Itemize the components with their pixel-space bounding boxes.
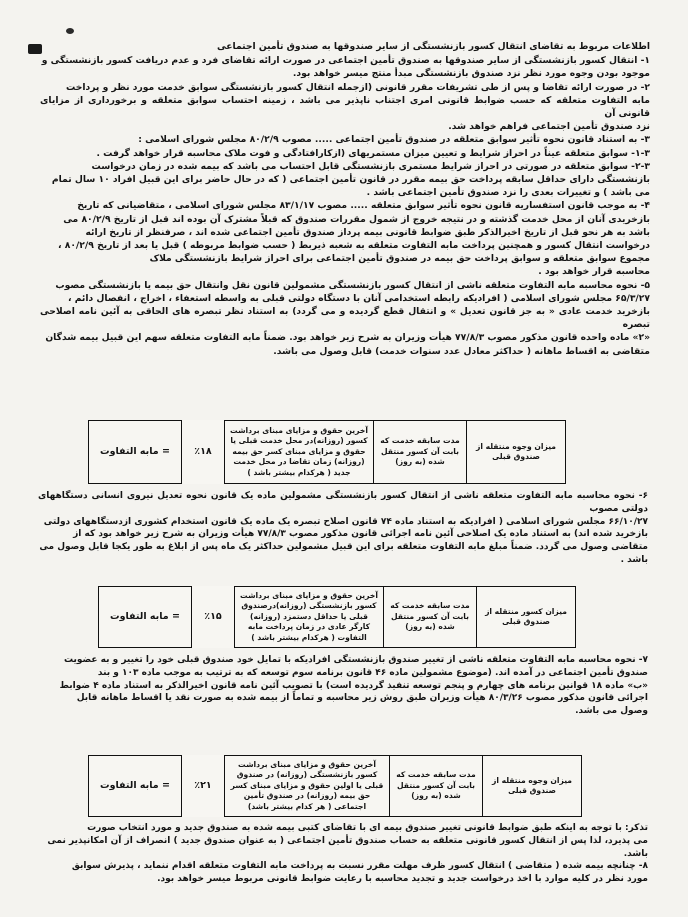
table3-col-salary-basis: آخرین حقوق و مزایای مبنای برداشت کسور بازنشستگی (روزانه) در صندوق قبلی یا اولین حقوق و مزایای مبنای کسر حق بیمه (روزانه) در صندوق تأمین اجتماعی ( هر کدام بیشتر باشد) <box>225 756 390 817</box>
table3-col-service-days: مدت سابقه خدمت که بابت آن کسور منتقل شده (به روز) <box>390 756 483 817</box>
intro-line: ۱-۳- سوابق متعلقه عیناً در احراز شرایط و تعیین میزان مستمریهای (ازکارافتادگی و فوت ملاک محاسبه قرار خواهد گرفت . <box>96 147 650 159</box>
table2-col-previous-fund: میزان کسور منتقله از صندوق قبلی <box>477 587 576 648</box>
section6-line: متقاضی وصول می گردد. ضمناً مبلغ مابه التفاوت متعلقه برای این قبیل مشمولین حداکثر یک ماه پس از ابلاغ به طور یکجا قابل وصول می <box>39 542 648 553</box>
note-section <box>38 822 648 886</box>
section7-line: وصول می باشد. <box>575 706 648 717</box>
calc-table-1 <box>88 420 566 484</box>
note-line: باشد. <box>623 848 648 859</box>
table2-result: = مابه التفاوت <box>99 587 192 648</box>
table1-percent: ٪۱۸ <box>182 421 225 484</box>
section6-line: ۶۶/۱۰/۲۷ مجلس شورای اسلامی ( افرادیکه به استناد ماده ۷۴ قانون اصلاح تبصره یک ماده یک قانون استخدام کشوری ازدستگاههای دولتی <box>43 516 648 527</box>
section7-line: ۷- نحوه محاسبه مابه التفاوت متعلقه ناشی از تغییر صندوق بازنشستگی افرادیکه با تمایل خود صندوق قبلی خود را تغییر و به عضویت <box>63 655 648 665</box>
intro-line: می باشد ) و تغییرات بعدی را نزد صندوق تأمین اجتماعی باشد . <box>366 187 650 199</box>
intro-line: نزد صندوق تأمین اجتماعی فراهم خواهد شد. <box>448 121 650 133</box>
intro-line: ۵- نحوه محاسبه مابه التفاوت متعلقه ناشی از انتقال کسور بازنشستگی مشمولین قانون نقل وانتقال حق بیمه یا بازنشستگی مصوب <box>55 279 650 291</box>
table2-col-service-days: مدت سابقه خدمت که بابت آن کسور منتقل شده (به روز) <box>384 587 477 648</box>
intro-line: مجموع سوابق متعلقه و سوابق پرداخت حق بیمه در صندوق تأمین اجتماعی برای احراز شرایط بازنشستگی ملاک <box>149 253 650 265</box>
section6-line: باشد . <box>620 554 648 565</box>
intro-section <box>40 40 650 358</box>
note-line: مورد نظر در کلیه موارد با اخذ درخواست جدید و تجدید محاسبه با رعایت ضوابط قانونی مربوط میسر خواهد بود. <box>157 874 648 885</box>
intro-line: باشد به هر نحو قبل از تاریخ اخیرالذکر طبق ضوابط قانونی بیمه پرداز صندوق تأمین اجتماعی شده اند ، صرفنظر از تاریخ ارائه <box>85 226 650 238</box>
table1-col-service-days: مدت سابقه خدمت که بابت آن کسور منتقل شده (به روز) <box>374 421 467 484</box>
calc-table-3 <box>88 755 582 817</box>
intro-line: بازخرید خدمت عادی « به جز قانون تعدیل » و انتقال قطع گردیده و می گردد) به استناد نظر تبصره های الحاقی به آئین نامه اصلاحی تبصره <box>40 306 650 331</box>
intro-line: بازخریدی آنان از محل خدمت گذشته و در نتیجه خروج از شمول مقررات صندوق که قبلاً مشترک آن بوده اند قبل از تاریخ ۸۰/۲/۹ می <box>63 213 650 225</box>
intro-line: بازنشستگی دارای حداقل سابقه پرداخت حق بیمه مقرر در قانون تأمین اجتماعی ( که در حال حاضر برای این قبیل افراد ۱۰ سال تمام <box>51 174 650 186</box>
section6-line: ۶- نحوه محاسبه مابه التفاوت متعلقه ناشی از انتقال کسور بازنشستگی مشمولین ماده یک قانون نحوه تعدیل نیروی انسانی دستگاههای دولتی مصوب <box>38 491 648 514</box>
document-title: اطلاعات مربوط به تقاضای انتقال کسور بازنشستگی از سایر صندوقها به صندوق تأمین اجتماعی <box>216 41 650 52</box>
table2-percent: ٪۱۵ <box>192 587 235 648</box>
pin-mark <box>66 28 74 34</box>
note-line: می پذیرد، لذا پس از انتقال کسور قانونی متعلقه به حساب صندوق تأمین اجتماعی ( به عنوان صندوق جدید ) انصراف از آن امکانپذیر نمی <box>47 835 648 846</box>
table1-col-previous-fund: میزان وجوه منتقله از صندوق قبلی <box>467 421 566 484</box>
section6-line: بازخرید شده اند) به استناد ماده یک اصلاحی آئین نامه اجرائی قانون مذکور مصوب ۷۷/۸/۳ هیأت وزیران به شرح زیر خواهد بود که از <box>73 529 648 540</box>
intro-line: مابه التفاوت متعلقه که حسب ضوابط قانونی امری اجتناب ناپذیر می باشد ، زمینه احتساب سوابق متعلقه و برخورداری از مزایای قانونی آن <box>40 94 650 120</box>
section-7 <box>38 654 648 718</box>
note-line: تذکر: با توجه به اینکه طبق ضوابط قانونی تغییر صندوق بیمه ای با تقاضای کتبی بیمه شده به صندوق جدید و مورد انتخاب صورت <box>87 823 648 833</box>
intro-line: ۳- به استناد قانون نحوه تأثیر سوابق متعلقه در صندوق تأمین اجتماعی ..... مصوب ۸۰/۲/۹ مجلس شورای اسلامی : <box>138 134 650 146</box>
intro-line: «۲» ماده واحده قانون مذکور مصوب ۷۷/۸/۳ هیأت وزیران به شرح زیر خواهد بود. ضمناً مابه التفاوت متعلقه سهم این قبیل بیمه شدگان <box>45 332 650 344</box>
intro-line: محاسبه قرار خواهد بود . <box>538 266 650 278</box>
section7-line: اجرائی قانون مذکور مصوب ۸۰/۳/۲۶ هیأت وزیران طبق روش زیر محاسبه و تماماً از بیمه شده به صورت نقد یا اقساط ماهانه قابل <box>76 693 648 704</box>
section-6 <box>38 490 648 567</box>
table3-col-previous-fund: میزان وجوه منتقله از صندوق قبلی <box>483 756 582 817</box>
section7-line: «ب» ماده ۱۸ قوانین برنامه های چهارم و پنجم توسعه تنفیذ گردیده است) با تصویب آئین نامه قانون اخیرالذکر به استناد ماده ۴ ضوابط <box>59 680 648 691</box>
intro-line: ۴- به موجب قانون استفساریه قانون نحوه تأثیر سوابق متعلقه ..... مصوب ۸۳/۱/۱۷ مجلس شورای اسلامی ، متقاضیانی که تاریخ <box>77 200 650 212</box>
intro-line: موجود بودن وجوه مورد نظر نزد صندوق بازنشستگی مبدأ منتج میسر خواهد بود. <box>292 68 650 80</box>
intro-line: ۶۵/۳/۲۷ مجلس شورای اسلامی ( افرادیکه رابطه استخدامی آنان با دستگاه دولتی قبلی به واسطه استعفاء ، اخراج ، انفصال دائم ، <box>68 292 650 304</box>
table3-result: = مابه التفاوت <box>89 756 182 817</box>
table3-percent: ٪۲۱ <box>182 756 225 817</box>
intro-line: ۲- در صورت ارائه تقاضا و پس از طی تشریفات مقرر قانونی (ازجمله انتقال کسور بازنشستگی سوابق خدمت مورد نظر و پرداخت <box>66 81 650 93</box>
table2-col-salary-basis: آخرین حقوق و مزایای مبنای برداشت کسور بازنشستگی (روزانه)درصندوق قبلی یا حداقل دستمزد (روزانه) کارگر عادی در زمان پرداخت مابه التفاوت ( هرکدام بیشتر باشد ) <box>235 587 384 648</box>
intro-line: درخواست انتقال کسور و همچنین پرداخت مابه التفاوت متعلقه به شعبه ذیربط ( حسب ضوابط مربوطه ) قبل یا بعد از تاریخ ۸۰/۲/۹ ، <box>58 240 650 252</box>
calc-table-2 <box>98 586 576 648</box>
section7-line: صندوق تأمین اجتماعی در آمده اند. (موضوع مشمولین ماده ۴۶ قانون برنامه سوم توسعه که به ترتیب به موجب ماده ۱۰۳ و بند <box>97 667 648 678</box>
table1-result: = مابه التفاوت <box>89 421 182 484</box>
intro-line: ۱- انتقال کسور بازنشستگی از سایر صندوقها به صندوق تأمین اجتماعی در صورت ارائه تقاضای فرد و عدم دریافت کسور بازنشستگی و <box>41 55 650 67</box>
table1-col-salary-basis: آخرین حقوق و مزایای مبنای برداشت کسور (روزانه)در محل خدمت قبلی یا حقوق و مزایای مبنای کسر حق بیمه (روزانه) زمان تقاضا در محل خدمت جدید ( هرکدام بیشتر باشد ) <box>225 421 374 484</box>
intro-line: ۲-۳- سوابق متعلقه در صورتی در احراز شرایط مستمری بازنشستگی قابل احتساب می باشد که بیمه شده در زمان درخواست <box>91 160 650 172</box>
note-line: ۸- چنانچه بیمه شده ( متقاضی ) انتقال کسور ظرف مهلت مقرر نسبت به پرداخت مابه التفاوت متعلقه اقدام ننماید ، پذیرش سوابق <box>71 861 648 872</box>
intro-line: متقاضی به اقساط ماهانه ( حداکثر معادل عدد سنوات خدمت) قابل وصول می باشد. <box>273 345 650 357</box>
